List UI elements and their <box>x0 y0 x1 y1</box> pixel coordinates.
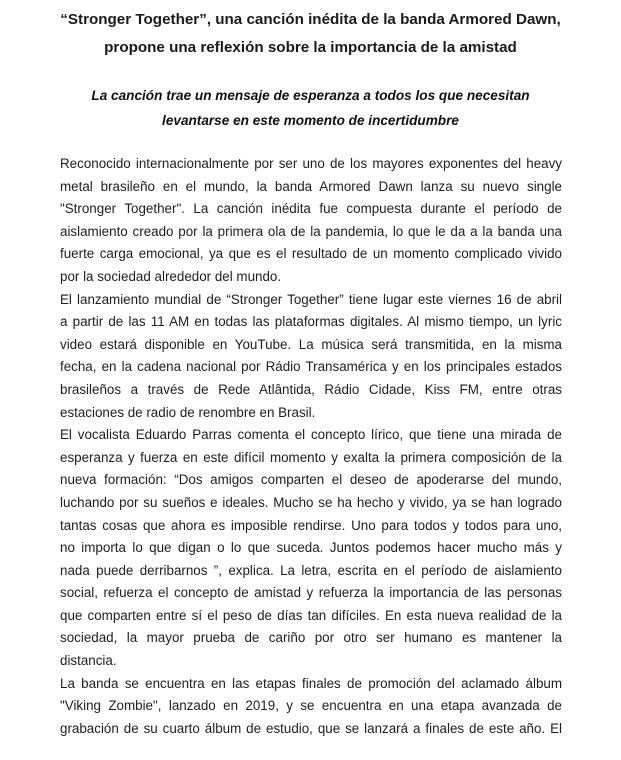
text-line: a partir de las 11 AM en todas las plataformas digitales. Al mismo tiempo, un lyric <box>60 314 562 330</box>
text-line: "Stronger Together". La canción inédita fue compuesta durante el período de <box>60 201 562 217</box>
document-body <box>60 153 562 740</box>
text-line: fecha, en la cadena nacional por Rádio Transamérica y en los principales estados <box>60 359 562 375</box>
text-line: grabación de su cuarto álbum de estudio, que se lanzará a finales de este año. El <box>60 720 562 736</box>
text-line: esperanza y fuerza en este difícil momento y exalta la primera composición de la <box>60 449 562 465</box>
text-line: nada puede derribarnos ”, explica. La letra, escrita en el período de aislamiento <box>60 562 562 578</box>
text-line: El vocalista Eduardo Parras comenta el concepto lírico, que tiene una mirada de <box>60 427 562 443</box>
text-line: estaciones de radio de renombre en Brasil. <box>60 404 316 420</box>
text-line: por la sociedad alrededor del mundo. <box>60 268 282 284</box>
text-line: aislamiento creado por la primera ola de la pandemia, lo que le da a la banda una <box>60 223 562 239</box>
paragraph-release <box>60 289 562 425</box>
title-line: propone una reflexión sobre la importancia de la amistad <box>104 39 517 56</box>
text-line: video estará disponible en YouTube. La música será transmitida, en la misma <box>60 336 562 352</box>
text-line: sociedad, la mayor prueba de cariño por otro ser humano es mantener la <box>60 630 562 646</box>
text-line: metal brasileño en el mundo, la banda Armored Dawn lanza su nuevo single <box>60 178 562 194</box>
document-subtitle <box>0 83 621 133</box>
text-line: social, refuerza el concepto de amistad y refuerza la importancia de las personas <box>60 585 562 601</box>
subtitle-line: La canción trae un mensaje de esperanza a todos los que necesitan <box>91 88 530 103</box>
subtitle-line: levantarse en este momento de incertidumbre <box>162 113 459 128</box>
text-line: La banda se encuentra en las etapas finales de promoción del aclamado álbum <box>60 675 562 691</box>
text-line: brasileños a través de Rede Atlântida, Rádio Cidade, Kiss FM, entre otras <box>60 381 562 397</box>
paragraph-vocalist-quote <box>60 424 562 673</box>
text-line: no importa lo que digan o lo que suceda. Juntos podemos hacer mucho más y <box>60 540 562 556</box>
text-line: fuerte carga emocional, ya que es el resultado de un momento complicado vivido <box>60 246 562 262</box>
text-line: "Viking Zombie", lanzado en 2019, y se encuentra en una etapa avanzada de <box>60 698 562 714</box>
text-line: Reconocido internacionalmente por ser uno de los mayores exponentes del heavy <box>60 156 562 171</box>
title-line: “Stronger Together”, una canción inédita de la banda Armored Dawn, <box>60 11 561 28</box>
text-line: nueva formación: “Dos amigos comparten el deseo de apoderarse del mundo, <box>60 472 562 488</box>
text-line: tantas cosas que ahora es imposible rendirse. Uno para todos y todos para uno, <box>60 517 562 533</box>
paragraph-album <box>60 673 562 741</box>
text-line: luchando por su sueños e ideales. Mucho se ha hecho y vivido, ya se han logrado <box>60 494 562 510</box>
text-line: distancia. <box>60 653 117 669</box>
document-title <box>0 6 621 62</box>
text-line: El lanzamiento mundial de “Stronger Together” tiene lugar este viernes 16 de abril <box>60 291 562 307</box>
paragraph-intro <box>60 153 562 289</box>
text-line: que comparten entre sí el peso de días tan difíciles. En esta nueva realidad de la <box>60 607 562 623</box>
